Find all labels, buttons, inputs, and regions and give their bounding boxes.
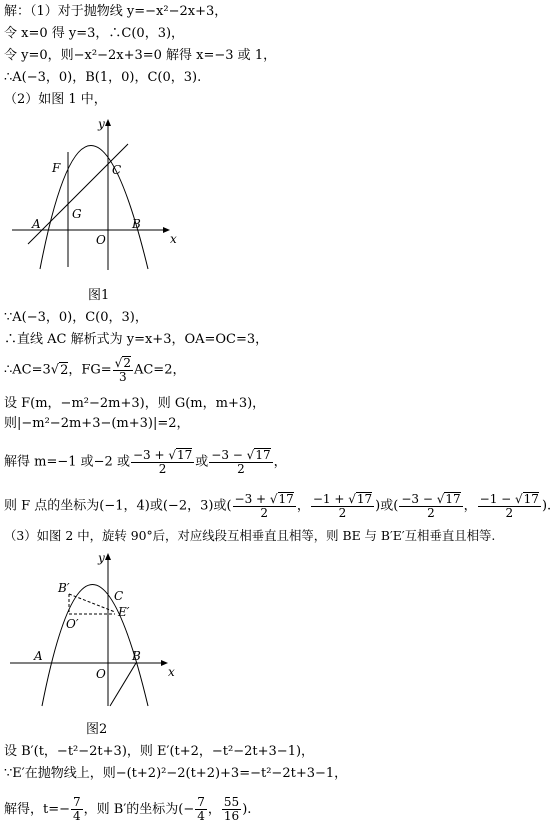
fig1-label-x: x [170, 232, 177, 246]
part3-line-1: 设 B′(t，−t²−2t+3)，则 E′(t+2，−t²−2t+3−1)， [4, 744, 315, 759]
solution-line-4: ∴A(−3，0)，B(1，0)，C(0，3). [4, 70, 202, 85]
figure-1 [10, 112, 180, 277]
fig2-label-eprime: E′ [118, 605, 130, 619]
fig1-label-g: G [72, 207, 82, 221]
fig1-x-arrow [163, 227, 170, 233]
part3-line-3: 解得，t=− $\frac{7}{4}$ ，则 B′的坐标为(− $\frac{7}{4}$ ， $\frac{55}{16}$ ). [4, 795, 252, 823]
fig1-label-c: C [112, 163, 122, 177]
fig2-label-a: A [34, 649, 43, 663]
part2-line-2: ∴直线 AC 解析式为 y=x+3，OA=OC=3， [4, 332, 269, 347]
solution-line-1: 解：（1）对于抛物线 y=−x²−2x+3， [4, 4, 228, 19]
fig2-parabola [42, 585, 148, 707]
fig2-y-arrow [105, 553, 111, 560]
fig2-line-be [110, 663, 136, 706]
figure-2 [8, 548, 183, 713]
fig1-label-o: O [96, 233, 106, 247]
part2-line-6: 解得 m=−1 或−2 或 $\frac{-3 + √17}{2}$ 或 $\frac{-3 - √17}{2}$ ， [4, 448, 287, 476]
part2-line-3: ∴AC=3√2，FG= $\frac{√2}{3}$ AC=2， [4, 356, 186, 384]
figure-1-caption: 图1 [88, 288, 110, 303]
fig1-label-b: B [132, 217, 141, 231]
fig1-y-arrow [105, 119, 111, 126]
fig2-label-oprime: O′ [66, 617, 79, 631]
fig2-label-x: x [168, 665, 175, 679]
fig2-label-y: y [98, 551, 105, 565]
fig1-label-y: y [98, 117, 105, 131]
fig1-label-f: F [52, 161, 61, 175]
fig2-x-arrow [161, 660, 168, 666]
part3-heading: （3）如图 2 中，旋转 90°后，对应线段互相垂直且相等，则 BE 与 B′E′互相垂直且相等. [4, 528, 496, 543]
fig2-label-o: O [96, 667, 106, 681]
fig2-label-c: C [114, 589, 124, 603]
fig1-line-ac [28, 144, 128, 244]
part2-line-4: 设 F(m，−m²−2m+3)，则 G(m，m+3)， [4, 396, 266, 411]
part2-line-1: ∵A(−3，0)，C(0，3)， [4, 310, 148, 325]
fig2-label-b: B [132, 649, 141, 663]
part2-line-5: 则|−m²−2m+3−(m+3)|=2， [4, 416, 190, 431]
solution-line-2: 令 x=0 得 y=3，∴C(0，3)， [4, 26, 185, 41]
fig1-label-a: A [32, 217, 41, 231]
fig2-label-bprime: B′ [58, 581, 70, 595]
solution-line-3: 令 y=0，则−x²−2x+3=0 解得 x=−3 或 1， [4, 48, 277, 63]
part2-line-7: 则 F 点的坐标为(−1，4)或(−2，3)或( $\frac{-3 + √17}{2}$ ， $\frac{-1 + √17}{2}$ )或( $\frac{-3 - √17}{2}$ ， $\frac{-1 - √17}{2}$ ). [4, 492, 551, 520]
part2-heading: （2）如图 1 中， [4, 92, 107, 107]
part3-line-2: ∵E′在抛物线上，则−(t+2)²−2(t+2)+3=−t²−2t+3−1， [4, 766, 348, 781]
figure-2-caption: 图2 [86, 722, 108, 737]
